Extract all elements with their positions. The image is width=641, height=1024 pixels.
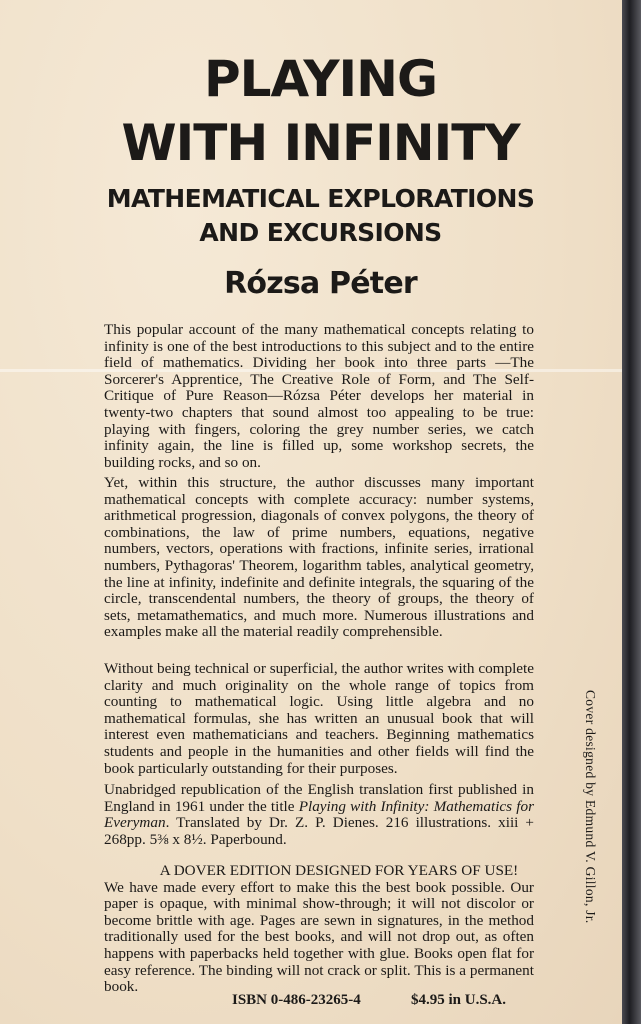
dover-guarantee-body: We have made every effort to make this the best book possible. Our paper is opaque, with minimal show-through; it will not discolor or become brittle with age. Pages are sewn in signatures, in the method traditionally used for the best books, and will not drop out, as often happens with paperbacks held together with glue. Books open flat for easy reference. The binding will not crack or split. This is a permanent book.: [104, 878, 534, 996]
author-name: Rózsa Péter: [224, 266, 417, 301]
dover-guarantee: [104, 863, 534, 996]
subtitle-line-1: MATHEMATICAL EXPLORATIONS: [106, 184, 535, 213]
price: $4.95 in U.S.A.: [411, 992, 507, 1008]
republication-text-after: . Translated by Dr. Z. P. Dienes. 216 illustrations. xiii + 268pp. 5⅜ x 8½. Paperbound.: [104, 814, 534, 848]
republication-text-before: Unabridged republication of the English translation first published in England in 1961 under the title: [104, 781, 534, 815]
isbn-number: ISBN 0-486-23265-4: [232, 992, 361, 1008]
book-spine-edge: [622, 0, 641, 1024]
title-line-1: PLAYING: [203, 50, 438, 108]
subtitle-line-2: AND EXCURSIONS: [199, 218, 442, 247]
dover-guarantee-heading: A DOVER EDITION DESIGNED FOR YEARS OF USE!: [159, 862, 519, 879]
cover-designer-credit: Cover designed by Edmund V. Gillon, Jr.: [583, 690, 598, 924]
description-paragraph-2: Yet, within this structure, the author discusses many important mathematical concepts with complete accuracy: number systems, arithmetical progression, diagonals of convex polygons, the theory of combinations, the law of prime numbers, equations, negative numbers, vectors, operations with fractions, infinite series, irrational numbers, Pythagoras' Theorem, logarithm tables, analytical geometry, the line at infinity, indefinite and definite integrals, the squaring of the circle, transcendental numbers, the theory of groups, the theory of sets, metamathematics, and much more. Numerous illustrations and examples make all the material readily comprehensible.: [104, 474, 534, 641]
original-title-italic: Playing with Infinity: Mathematics for Everyman: [104, 797, 534, 832]
description-paragraph-1: This popular account of the many mathematical concepts relating to infinity is one of the best introductions to this subject and to the entire field of mathematics. Dividing her book into three parts —The Sorcerer's Apprentice, The Creative Role of Form, and The Self-Critique of Pure Reason—Rózsa Péter develops her material in twenty-two chapters that sound almost too appealing to be true: playing with fingers, coloring the grey number series, we catch infinity again, the line is filled up, some workshop secrets, the building rocks, and so on.: [104, 321, 534, 471]
republication-note: [104, 782, 534, 848]
title-line-2: WITH INFINITY: [121, 114, 520, 172]
description-paragraph-3: Without being technical or superficial, the author writes with complete clarity and much originality on the whole range of topics from counting to mathematical logic. Using little algebra and no mathematical formulas, she has written an unusual book that will interest even mathematicians and teachers. Beginning mathematics students and people in the humanities and other fields will find the book particularly outstanding for their purposes.: [104, 660, 534, 777]
